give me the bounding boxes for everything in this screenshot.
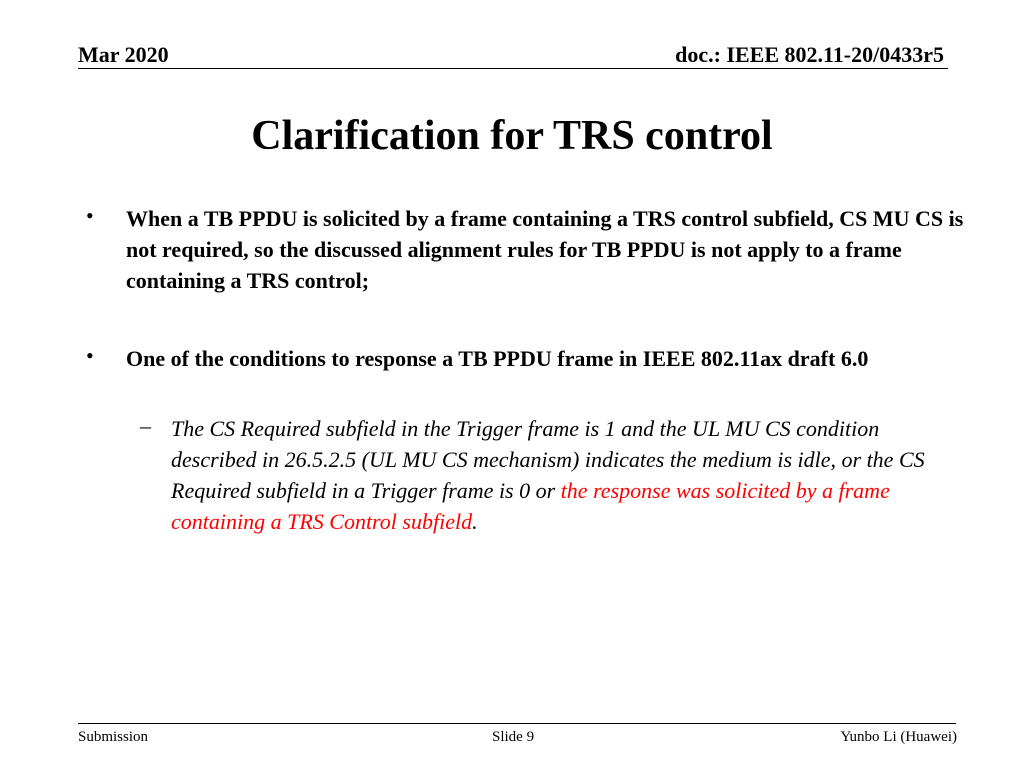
bullet-text-2: One of the conditions to response a TB PPDU frame in IEEE 802.11ax draft 6.0 [126,346,869,371]
header-divider [78,68,948,69]
footer-submission: Submission [78,729,149,745]
sub-bullet-text [171,413,951,537]
header-date: Mar 2020 [78,42,169,67]
bullet-text-1: When a TB PPDU is solicited by a frame containing a TRS control subfield, CS MU CS is not required, so the discussed alignment rules for TB PPDU is not apply to a frame containing a TRS control; [126,206,964,293]
footer-divider [78,723,956,724]
sub-bullet-text-end: . [472,509,478,534]
bullet-marker-2: • [86,343,94,368]
footer-author: Yunbo Li (Huawei) [840,729,957,745]
header-doc-id: doc.: IEEE 802.11-20/0433r5 [675,42,944,67]
sub-bullet-text-plain: The CS Required subfield in the Trigger frame is 1 and the UL MU CS condition described in 26.5.2.5 (UL MU CS mechanism) indicates the medium is idle, or the CS Required subfield in a Trigger frame is 0 or [171,416,925,503]
sub-bullet-marker: – [140,413,151,438]
bullet-marker-1: • [86,203,94,228]
footer-slide-number: Slide 9 [492,729,535,745]
sub-bullet-text-highlight: the response was solicited by a frame containing a TRS Control subfield [171,478,890,534]
slide-title: Clarification for TRS control [251,113,773,159]
